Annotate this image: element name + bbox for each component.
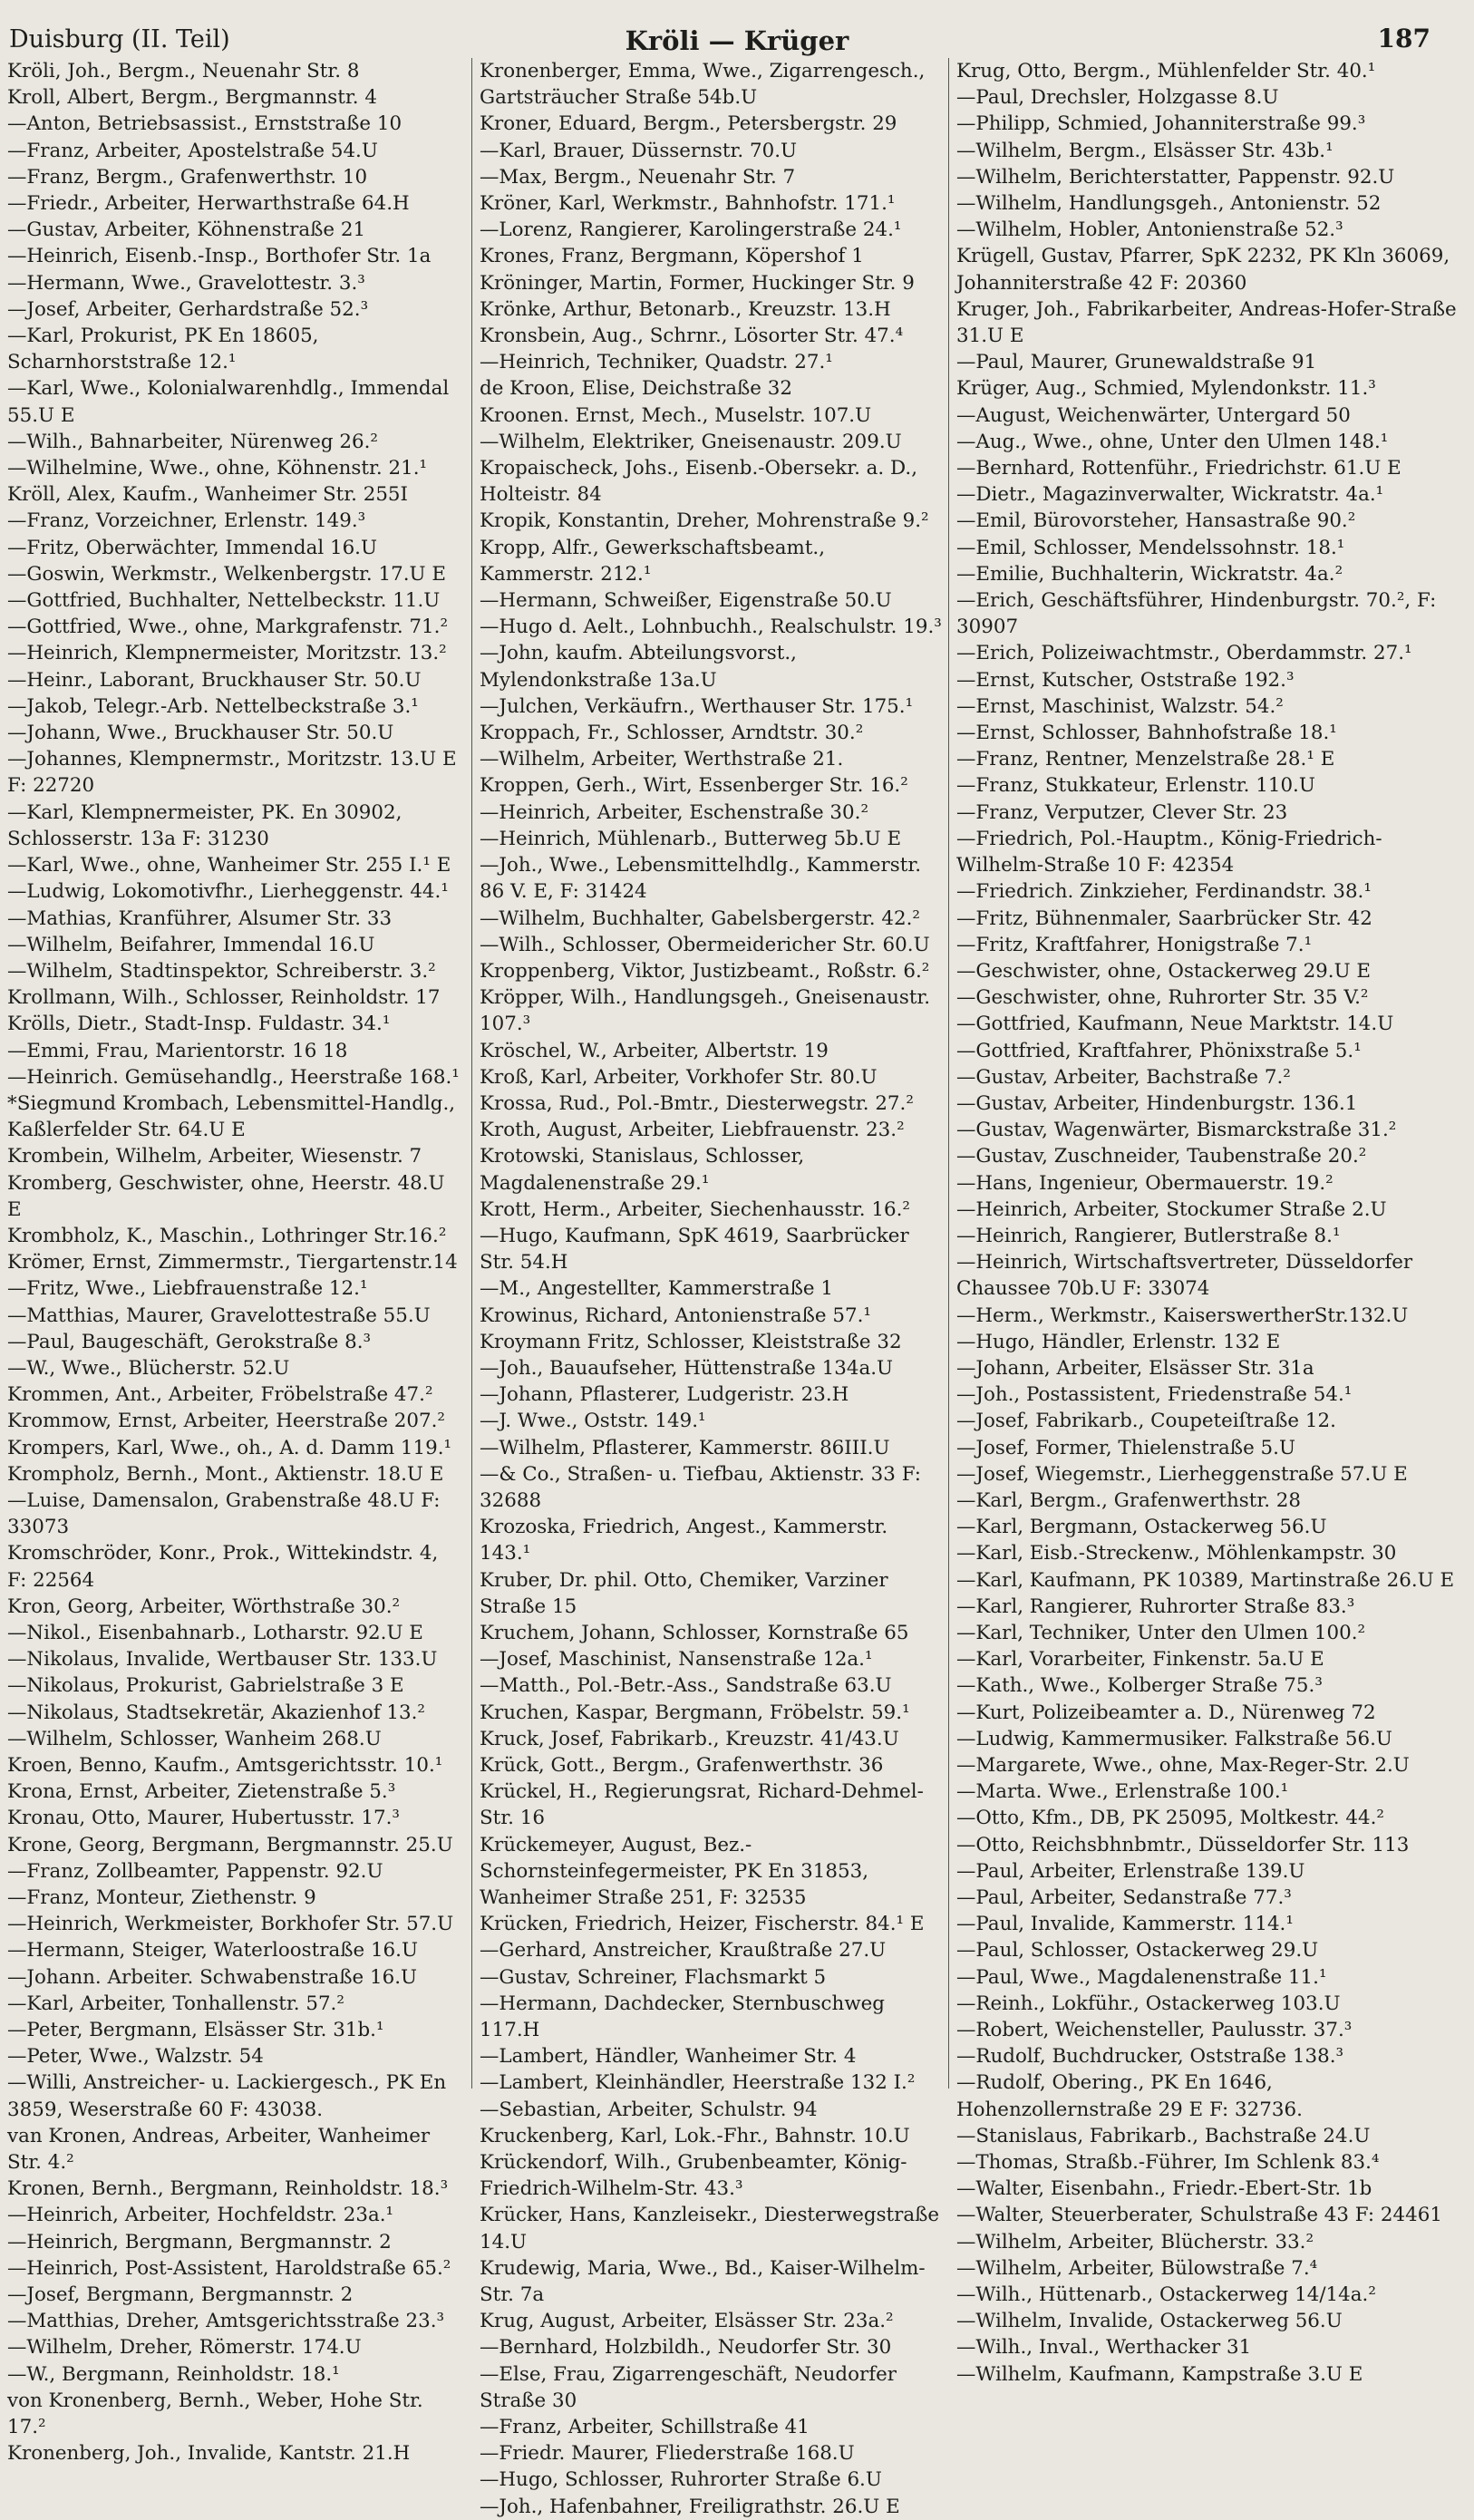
- directory-entry: —Hans, Ingenieur, Obermauerstr. 19.²: [956, 1171, 1333, 1195]
- directory-entry: —Wilhelm, Beifahrer, Immendal 16.U: [7, 933, 375, 956]
- directory-entry: —Gustav, Arbeiter, Hindenburgstr. 136.1: [956, 1091, 1358, 1115]
- directory-entry: —Lambert, Händler, Wanheimer Str. 4: [480, 2045, 857, 2069]
- directory-entry: —Emil, Schlosser, Mendelssohnstr. 18.¹: [956, 536, 1345, 559]
- directory-entry: —Paul, Baugeschäft, Gerokstraße 8.³: [7, 1330, 372, 1353]
- directory-entry: Krückemeyer, August, Bez.-Schornsteinfegermeister, PK En 31853, Wanheimer Straße 251, F: 32535: [480, 1833, 868, 1910]
- directory-entry: —Joh., Postassistent, Friedenstraße 54.¹: [956, 1383, 1353, 1407]
- directory-entry: —M., Angestellter, Kammerstraße 1: [480, 1277, 834, 1301]
- directory-entry: —Else, Frau, Zigarrengeschäft, Neudorfer Straße 30: [480, 2362, 897, 2412]
- directory-entry: —Josef, Former, Thielenstraße 5.U: [956, 1436, 1295, 1459]
- directory-entry: van Kronen, Andreas, Arbeiter, Wanheimer Str. 4.²: [7, 2124, 431, 2175]
- directory-entry: —Herm., Werkmstr., KaiserswertherStr.132.U: [956, 1304, 1409, 1327]
- directory-entry: Kronau, Otto, Maurer, Hubertusstr. 17.³: [7, 1807, 400, 1830]
- directory-entry: —Josef, Maschinist, Nansenstraße 12a.¹: [480, 1648, 873, 1672]
- directory-entry: Kroppen, Gerh., Wirt, Essenberger Str. 16.²: [480, 774, 908, 798]
- directory-entry: —Karl, Kaufmann, PK 10389, Martinstraße 26.U E: [956, 1568, 1455, 1592]
- directory-entry: —Nikolaus, Prokurist, Gabrielstraße 3 E: [7, 1674, 404, 1698]
- directory-entry: Kronenberg, Joh., Invalide, Kantstr. 21.H: [7, 2442, 411, 2466]
- directory-entry: —Johannes, Klempnermstr., Moritzstr. 13.U E F: 22720: [7, 748, 457, 798]
- directory-entry: —Franz, Stukkateur, Erlenstr. 110.U: [956, 774, 1315, 798]
- directory-entry: —Erich, Geschäftsführer, Hindenburgstr. 70.², F: 30907: [956, 589, 1437, 639]
- directory-entry: —Friedr. Maurer, Fliederstraße 168.U: [480, 2442, 855, 2466]
- directory-entry: —Heinr., Laborant, Bruckhauser Str. 50.U: [7, 668, 422, 692]
- directory-entry: Kroß, Karl, Arbeiter, Vorkhofer Str. 80.U: [480, 1065, 878, 1089]
- directory-entry: —Wilhelm, Hobler, Antonienstraße 52.³: [956, 218, 1343, 242]
- directory-entry: —Kath., Wwe., Kolberger Straße 75.³: [956, 1674, 1323, 1698]
- directory-entry: —Gustav, Wagenwärter, Bismarckstraße 31.²: [956, 1119, 1397, 1142]
- directory-entry: —Heinrich, Bergmann, Bergmannstr. 2: [7, 2230, 392, 2253]
- directory-entry: —Friedr., Arbeiter, Herwarthstraße 64.H: [7, 192, 410, 216]
- directory-entry: Kromschröder, Konr., Prok., Wittekindstr. 4, F: 22564: [7, 1542, 439, 1592]
- directory-entry: Krona, Ernst, Arbeiter, Zietenstraße 5.³: [7, 1780, 396, 1804]
- directory-entry: —Matthias, Dreher, Amtsgerichtsstraße 23.³: [7, 2310, 445, 2333]
- directory-entry: —Heinrich, Arbeiter, Eschenstraße 30.²: [480, 800, 869, 824]
- directory-entry: —Heinrich, Arbeiter, Hochfeldstr. 23a.¹: [7, 2204, 394, 2227]
- directory-entry: —Heinrich, Eisenb.-Insp., Borthofer Str. 1a: [7, 245, 432, 268]
- directory-entry: —Paul, Invalide, Kammerstr. 114.¹: [956, 1913, 1294, 1936]
- directory-entry: —Wilh., Bahnarbeiter, Nürenweg 26.²: [7, 430, 378, 453]
- directory-entry: —Walter, Steuerberater, Schulstraße 43 F: 24461: [956, 2204, 1442, 2227]
- directory-entry: Krompers, Karl, Wwe., oh., A. d. Damm 119.¹: [7, 1436, 452, 1459]
- directory-entry: —Karl, Prokurist, PK En 18605, Scharnhorststraße 12.¹: [7, 325, 319, 374]
- directory-entry: —Paul, Maurer, Grunewaldstraße 91: [956, 351, 1317, 374]
- directory-entry: —Wilhelm, Kaufmann, Kampstraße 3.U E: [956, 2362, 1363, 2386]
- directory-entry: —Lambert, Kleinhändler, Heerstraße 132 I.²: [480, 2071, 916, 2095]
- directory-entry: —Wilhelm, Arbeiter, Blücherstr. 33.²: [956, 2230, 1314, 2253]
- directory-entry: —Erich, Polizeiwachtmstr., Oberdammstr. 27.¹: [956, 642, 1412, 665]
- directory-entry: —Hugo, Kaufmann, SpK 4619, Saarbrücker Str. 54.H: [480, 1224, 909, 1275]
- directory-entry: —Emmi, Frau, Marientorstr. 16 18: [7, 1039, 348, 1062]
- directory-entry: —Mathias, Kranführer, Alsumer Str. 33: [7, 906, 393, 930]
- directory-entry: Krotowski, Stanislaus, Schlosser, Magdalenenstraße 29.¹: [480, 1145, 805, 1195]
- directory-entry: —Peter, Bergmann, Elsässer Str. 31b.¹: [7, 2019, 384, 2042]
- directory-entry: Kropik, Konstantin, Dreher, Mohrenstraße 9.²: [480, 509, 929, 533]
- directory-entry: —August, Weichenwärter, Untergard 50: [956, 403, 1351, 427]
- directory-entry: —Karl, Vorarbeiter, Finkenstr. 5a.U E: [956, 1648, 1324, 1672]
- directory-entry: —Karl, Wwe., ohne, Wanheimer Str. 255 I.¹ E: [7, 854, 451, 877]
- directory-entry: —Wilhelm, Berichterstatter, Pappenstr. 92.U: [956, 165, 1395, 189]
- directory-entry: —Gustav, Arbeiter, Bachstraße 7.²: [956, 1065, 1291, 1089]
- directory-entry: —Hugo d. Aelt., Lohnbuchh., Realschulstr. 19.³: [480, 615, 942, 639]
- directory-entry: —Bernhard, Holzbildh., Neudorfer Str. 30: [480, 2336, 892, 2360]
- directory-entry: —Paul, Arbeiter, Erlenstraße 139.U: [956, 1859, 1305, 1883]
- directory-entry: Kröner, Karl, Werkmstr., Bahnhofstr. 171.¹: [480, 192, 896, 216]
- directory-entry: Krudewig, Maria, Wwe., Bd., Kaiser-Wilhelm-Str. 7a: [480, 2256, 926, 2307]
- directory-entry: —Jakob, Telegr.-Arb. Nettelbeckstraße 3.¹: [7, 694, 419, 718]
- directory-entry: —Ludwig, Lokomotivfhr., Lierheggenstr. 44.¹: [7, 880, 449, 904]
- directory-entry: —Nikol., Eisenbahnarb., Lotharstr. 92.U E: [7, 1621, 423, 1644]
- directory-entry: —Hugo, Händler, Erlenstr. 132 E: [956, 1330, 1281, 1353]
- directory-entry: —Gustav, Zuschneider, Taubenstraße 20.²: [956, 1145, 1367, 1168]
- directory-entry: —Karl, Eisb.-Streckenw., Möhlenkampstr. 30: [956, 1542, 1397, 1565]
- directory-entry: —Wilh., Hüttenarb., Ostackerweg 14/14a.²: [956, 2283, 1376, 2307]
- directory-entry: —Fritz, Wwe., Liebfrauenstraße 12.¹: [7, 1277, 368, 1301]
- directory-entry: —Friedrich, Pol.-Hauptm., König-Friedrich-Wilhelm-Straße 10 F: 42354: [956, 827, 1382, 877]
- directory-entry: Kruckenberg, Karl, Lok.-Fhr., Bahnstr. 10.U: [480, 2124, 910, 2147]
- directory-entry: Krug, August, Arbeiter, Elsässer Str. 23a.²: [480, 2310, 894, 2333]
- directory-entry: —Aug., Wwe., ohne, Unter den Ulmen 148.¹: [956, 430, 1389, 453]
- directory-entry: Krossa, Rud., Pol.-Bmtr., Diesterwegstr. 27.²: [480, 1091, 914, 1115]
- directory-entry: Krone, Georg, Bergmann, Bergmannstr. 25.U: [7, 1833, 453, 1856]
- directory-entry: —Heinrich, Rangierer, Butlerstraße 8.¹: [956, 1224, 1341, 1247]
- directory-entry: —Robert, Weichensteller, Paulusstr. 37.³: [956, 2019, 1353, 2042]
- directory-entry: —W., Bergmann, Reinholdstr. 18.¹: [7, 2362, 340, 2386]
- directory-entry: —Franz, Vorzeichner, Erlenstr. 149.³: [7, 509, 366, 533]
- directory-entry: —Hugo, Schlosser, Ruhrorter Straße 6.U: [480, 2468, 882, 2492]
- directory-entry: Krücken, Friedrich, Heizer, Fischerstr. 84.¹ E: [480, 1913, 925, 1936]
- directory-entry: Kruger, Joh., Fabrikarbeiter, Andreas-Hofer-Straße 31.U E: [956, 297, 1457, 348]
- directory-entry: —Fritz, Bühnenmaler, Saarbrücker Str. 42: [956, 906, 1372, 930]
- directory-entry: —Anton, Betriebsassist., Ernststraße 10: [7, 112, 402, 136]
- directory-entry: —Geschwister, ohne, Ruhrorter Str. 35 V.²: [956, 986, 1369, 1010]
- directory-entry: —Rudolf, Obering., PK En 1646, Hohenzollernstraße 29 E F: 32736.: [956, 2071, 1303, 2121]
- directory-entry: Kröpper, Wilh., Handlungsgeh., Gneisenaustr. 107.³: [480, 986, 931, 1036]
- column-3: [948, 58, 1464, 2386]
- directory-entry: Kromberg, Geschwister, ohne, Heerstr. 48.U E: [7, 1171, 445, 1221]
- directory-entry: —Hermann, Schweißer, Eigenstraße 50.U: [480, 589, 892, 613]
- directory-entry: Kruber, Dr. phil. Otto, Chemiker, Varziner Straße 15: [480, 1568, 888, 1618]
- directory-entry: —Joh., Bauaufseher, Hüttenstraße 134a.U: [480, 1356, 894, 1380]
- directory-entry: —Geschwister, ohne, Ostackerweg 29.U E: [956, 959, 1372, 983]
- directory-entry: —J. Wwe., Oststr. 149.¹: [480, 1410, 706, 1433]
- directory-entry: Krott, Herm., Arbeiter, Siechenhausstr. 16.²: [480, 1197, 910, 1221]
- directory-entry: —Nikolaus, Invalide, Wertbauser Str. 133.U: [7, 1648, 438, 1672]
- directory-entry: Kropp, Alfr., Gewerkschaftsbeamt., Kammerstr. 212.¹: [480, 536, 826, 586]
- directory-entry: Kroth, August, Arbeiter, Liebfrauenstr. 23.²: [480, 1119, 905, 1142]
- directory-entry: —Wilhelm, Pflasterer, Kammerstr. 86III.U: [480, 1436, 890, 1459]
- directory-entry: —Lorenz, Rangierer, Karolingerstraße 24.¹: [480, 218, 902, 242]
- directory-entry: Krompholz, Bernh., Mont., Aktienstr. 18.U E: [7, 1462, 444, 1486]
- directory-entry: Kruck, Josef, Fabrikarb., Kreuzstr. 41/43.U: [480, 1727, 899, 1750]
- directory-entry: —Karl, Bergmann, Ostackerweg 56.U: [956, 1516, 1327, 1539]
- directory-entry: Kroner, Eduard, Bergm., Petersbergstr. 29: [480, 112, 897, 136]
- directory-entry: —Karl, Arbeiter, Tonhallenstr. 57.²: [7, 1992, 344, 2015]
- page-header: [0, 20, 1474, 56]
- directory-entry: —Gerhard, Anstreicher, Kraußtraße 27.U: [480, 1939, 887, 1963]
- directory-entry: —Gustav, Schreiner, Flachsmarkt 5: [480, 1965, 827, 1989]
- directory-entry: —Max, Bergm., Neuenahr Str. 7: [480, 165, 796, 189]
- header-city-part: Duisburg (II. Teil): [9, 25, 230, 53]
- directory-entry: —Willi, Anstreicher- u. Lackiergesch., PK En 3859, Weserstraße 60 F: 43038.: [7, 2071, 447, 2121]
- directory-entry: —Joh., Wwe., Lebensmittelhdlg., Kammerstr. 86 V. E, F: 31424: [480, 854, 921, 904]
- directory-entry: Krücker, Hans, Kanzleisekr., Diesterwegstraße 14.U: [480, 2204, 940, 2253]
- directory-entry: —Wilh., Inval., Werthacker 31: [956, 2336, 1252, 2360]
- directory-entry: —Johann, Wwe., Bruckhauser Str. 50.U: [7, 722, 394, 745]
- directory-entry: —Karl, Brauer, Düssernstr. 70.U: [480, 139, 798, 162]
- directory-entry: Krölls, Dietr., Stadt-Insp. Fuldastr. 34.¹: [7, 1013, 391, 1036]
- directory-entry: Krommow, Ernst, Arbeiter, Heerstraße 207.²: [7, 1410, 445, 1433]
- directory-entry: —Franz, Bergm., Grafenwerthstr. 10: [7, 165, 368, 189]
- directory-entry: Krückendorf, Wilh., Grubenbeamter, König-Friedrich-Wilhelm-Str. 43.³: [480, 2151, 907, 2201]
- directory-entry: von Kronenberg, Bernh., Weber, Hohe Str. 17.²: [7, 2389, 423, 2439]
- directory-entry: Krollmann, Wilh., Schlosser, Reinholdstr. 17: [7, 986, 441, 1010]
- directory-entry: —Johann, Pflasterer, Ludgeristr. 23.H: [480, 1383, 849, 1407]
- directory-entry: —Gottfried, Wwe., ohne, Markgrafenstr. 71.²: [7, 615, 449, 639]
- directory-entry: —W., Wwe., Blücherstr. 52.U: [7, 1356, 290, 1380]
- directory-entry: —Ernst, Kutscher, Oststraße 192.³: [956, 668, 1295, 692]
- directory-entry: —Wilh., Schlosser, Obermeidericher Str. 60.U: [480, 933, 930, 956]
- directory-entry: Krowinus, Richard, Antonienstraße 57.¹: [480, 1304, 871, 1327]
- directory-entry: —Heinrich, Klempnermeister, Moritzstr. 13.²: [7, 642, 447, 665]
- directory-entry: Krück, Gott., Bergm., Grafenwerthstr. 36: [480, 1754, 884, 1777]
- directory-entry: —Wilhelm, Elektriker, Gneisenaustr. 209.U: [480, 430, 902, 453]
- directory-entry: —Karl, Bergm., Grafenwerthstr. 28: [956, 1488, 1302, 1512]
- directory-entry: —Karl, Klempnermeister, PK. En 30902, Schlosserstr. 13a F: 31230: [7, 800, 402, 850]
- directory-entry: —Emil, Bürovorsteher, Hansastraße 90.²: [956, 509, 1356, 533]
- directory-entry: —Friedrich. Zinkzieher, Ferdinandstr. 38.¹: [956, 880, 1372, 904]
- directory-entry: —Luise, Damensalon, Grabenstraße 48.U F: 33073: [7, 1488, 441, 1539]
- directory-entry: —Gottfried, Kaufmann, Neue Marktstr. 14.U: [956, 1013, 1394, 1036]
- directory-entry: —Ernst, Schlosser, Bahnhofstraße 18.¹: [956, 722, 1337, 745]
- directory-entry: Kroppach, Fr., Schlosser, Arndtstr. 30.²: [480, 722, 864, 745]
- directory-entry: —& Co., Straßen- u. Tiefbau, Aktienstr. 33 F: 32688: [480, 1462, 921, 1512]
- directory-entry: —Matthias, Maurer, Gravelottestraße 55.U: [7, 1304, 431, 1327]
- directory-entry: —Joh., Hafenbahner, Freiligrathstr. 26.U E: [480, 2495, 900, 2518]
- directory-entry: —Stanislaus, Fabrikarb., Bachstraße 24.U: [956, 2124, 1371, 2147]
- directory-entry: —Franz, Verputzer, Clever Str. 23: [956, 800, 1288, 824]
- directory-entry: —Karl, Techniker, Unter den Ulmen 100.²: [956, 1621, 1366, 1644]
- directory-entry: Krombholz, K., Maschin., Lothringer Str.16.²: [7, 1224, 447, 1247]
- directory-entry: —Ludwig, Kammermusiker. Falkstraße 56.U: [956, 1727, 1392, 1750]
- directory-entry: —Paul, Schlosser, Ostackerweg 29.U: [956, 1939, 1319, 1963]
- directory-entry: —Franz, Arbeiter, Apostelstraße 54.U: [7, 139, 378, 162]
- directory-entry: —Wilhelm, Dreher, Römerstr. 174.U: [7, 2336, 362, 2360]
- directory-entry: —Ernst, Maschinist, Walzstr. 54.²: [956, 694, 1284, 718]
- column-2: [471, 58, 942, 2518]
- directory-entry: —Heinrich, Arbeiter, Stockumer Straße 2.U: [956, 1197, 1387, 1221]
- directory-entry: —Heinrich. Gemüsehandlg., Heerstraße 168.¹: [7, 1065, 460, 1089]
- directory-entry: Kröschel, W., Arbeiter, Albertstr. 19: [480, 1039, 829, 1062]
- directory-entry: Kröninger, Martin, Former, Huckinger Str. 9: [480, 271, 915, 295]
- directory-entry: Krones, Franz, Bergmann, Köpershof 1: [480, 245, 864, 268]
- directory-entry: Krückel, H., Regierungsrat, Richard-Dehmel-Str. 16: [480, 1780, 924, 1830]
- directory-entry: Krozoska, Friedrich, Angest., Kammerstr. 143.¹: [480, 1516, 888, 1565]
- directory-entry: —Philipp, Schmied, Johanniterstraße 99.³: [956, 112, 1366, 136]
- directory-entry: —Paul, Wwe., Magdalenenstraße 11.¹: [956, 1965, 1327, 1989]
- directory-entry: Kroonen. Ernst, Mech., Muselstr. 107.U: [480, 403, 872, 427]
- directory-entry: —Josef, Bergmann, Bergmannstr. 2: [7, 2283, 354, 2307]
- directory-entry: —Franz, Zollbeamter, Pappenstr. 92.U: [7, 1859, 383, 1883]
- directory-entry: —Wilhelm, Arbeiter, Werthstraße 21.: [480, 748, 844, 771]
- directory-entry: —Gottfried, Buchhalter, Nettelbeckstr. 11.U: [7, 589, 441, 613]
- directory-entry: Kroppenberg, Viktor, Justizbeamt., Roßstr. 6.²: [480, 959, 930, 983]
- directory-entry: —Heinrich, Werkmeister, Borkhofer Str. 57.U: [7, 1913, 454, 1936]
- directory-entry: —Josef, Arbeiter, Gerhardstraße 52.³: [7, 297, 369, 321]
- directory-entry: —Wilhelm, Arbeiter, Bülowstraße 7.⁴: [956, 2256, 1318, 2280]
- directory-entry: —Sebastian, Arbeiter, Schulstr. 94: [480, 2098, 818, 2121]
- directory-entry: —Karl, Wwe., Kolonialwarenhdlg., Immendal 55.U E: [7, 377, 450, 427]
- directory-entry: —Rudolf, Buchdrucker, Oststraße 138.³: [956, 2045, 1344, 2069]
- directory-entry: —Wilhelm, Buchhalter, Gabelsbergerstr. 42.²: [480, 906, 920, 930]
- directory-entry: —Wilhelm, Bergm., Elsässer Str. 43b.¹: [956, 139, 1333, 162]
- directory-entry: —Matth., Pol.-Betr.-Ass., Sandstraße 63.U: [480, 1674, 892, 1698]
- directory-entry: Kroen, Benno, Kaufm., Amtsgerichtsstr. 10.¹: [7, 1754, 443, 1777]
- directory-entry: —Otto, Kfm., DB, PK 25095, Moltkestr. 44.²: [956, 1807, 1384, 1830]
- directory-entry: —Wilhelmine, Wwe., ohne, Köhnenstr. 21.¹: [7, 457, 428, 480]
- directory-entry: —Hermann, Steiger, Waterloostraße 16.U: [7, 1939, 418, 1963]
- columns-area: [0, 58, 1474, 2518]
- directory-entry: —Emilie, Buchhalterin, Wickratstr. 4a.²: [956, 562, 1343, 586]
- directory-entry: —Wilhelm, Stadtinspektor, Schreiberstr. 3.²: [7, 959, 436, 983]
- directory-entry: Krönke, Arthur, Betonarb., Kreuzstr. 13.H: [480, 297, 891, 321]
- directory-entry: —Johann, Arbeiter, Elsässer Str. 31a: [956, 1356, 1314, 1380]
- directory-entry: Kruchem, Johann, Schlosser, Kornstraße 65: [480, 1621, 909, 1644]
- directory-entry: —Peter, Wwe., Walzstr. 54: [7, 2045, 264, 2069]
- directory-entry: —Franz, Monteur, Ziethenstr. 9: [7, 1886, 316, 1910]
- directory-entry: Krüger, Aug., Schmied, Mylendonkstr. 11.³: [956, 377, 1376, 401]
- directory-entry: —Heinrich, Techniker, Quadstr. 27.¹: [480, 351, 833, 374]
- directory-entry: —Otto, Reichsbhnbmtr., Düsseldorfer Str. 113: [956, 1833, 1410, 1856]
- directory-entry: —Fritz, Oberwächter, Immendal 16.U: [7, 536, 378, 559]
- directory-entry: —Wilhelm, Schlosser, Wanheim 268.U: [7, 1727, 382, 1750]
- directory-entry: Kruchen, Kaspar, Bergmann, Fröbelstr. 59.¹: [480, 1701, 910, 1724]
- directory-entry: Kroll, Albert, Bergm., Bergmannstr. 4: [7, 86, 377, 110]
- directory-entry: —Reinh., Lokführ., Ostackerweg 103.U: [956, 1992, 1341, 2015]
- directory-entry: —Hermann, Dachdecker, Sternbuschweg 117.H: [480, 1992, 885, 2042]
- directory-entry: —Goswin, Werkmstr., Welkenbergstr. 17.U E: [7, 562, 446, 586]
- directory-entry: *Siegmund Krombach, Lebensmittel-Handlg., Kaßlerfelder Str. 64.U E: [7, 1091, 456, 1142]
- directory-entry: —Gustav, Arbeiter, Köhnenstraße 21: [7, 218, 366, 242]
- directory-entry: —Hermann, Wwe., Gravelottestr. 3.³: [7, 271, 365, 295]
- directory-entry: —Julchen, Verkäufrn., Werthauser Str. 175.¹: [480, 694, 914, 718]
- directory-entry: de Kroon, Elise, Deichstraße 32: [480, 377, 792, 401]
- directory-entry: Kroymann Fritz, Schlosser, Kleiststraße 32: [480, 1330, 902, 1353]
- directory-entry: —Johann. Arbeiter. Schwabenstraße 16.U: [7, 1965, 418, 1989]
- directory-entry: —Wilhelm, Invalide, Ostackerweg 56.U: [956, 2310, 1343, 2333]
- directory-entry: —Franz, Rentner, Menzelstraße 28.¹ E: [956, 748, 1335, 771]
- directory-entry: —Heinrich, Post-Assistent, Haroldstraße 65.²: [7, 2256, 451, 2280]
- column-1: [7, 58, 461, 2466]
- directory-entry: Kröli, Joh., Bergm., Neuenahr Str. 8: [7, 60, 360, 82]
- directory-entry: —Wilhelm, Handlungsgeh., Antonienstr. 52: [956, 192, 1382, 216]
- directory-entry: —Heinrich, Wirtschaftsvertreter, Düsseldorfer Chaussee 70b.U F: 33074: [956, 1251, 1413, 1301]
- directory-entry: Kronsbein, Aug., Schrnr., Lösorter Str. 47.⁴: [480, 325, 904, 348]
- page-number: 187: [1377, 24, 1430, 53]
- directory-entry: Krömer, Ernst, Zimmermstr., Tiergartenstr.14: [7, 1251, 458, 1275]
- directory-entry: —Thomas, Straßb.-Führer, Im Schlenk 83.⁴: [956, 2151, 1380, 2175]
- directory-entry: —Paul, Drechsler, Holzgasse 8.U: [956, 86, 1279, 110]
- directory-entry: —Josef, Wiegemstr., Lierheggenstraße 57.U E: [956, 1462, 1408, 1486]
- directory-entry: Kröll, Alex, Kaufm., Wanheimer Str. 255I: [7, 483, 408, 507]
- directory-entry: Kronenberger, Emma, Wwe., Zigarrengesch., Gartsträucher Straße 54b.U: [480, 60, 926, 110]
- directory-entry: —Paul, Arbeiter, Sedanstraße 77.³: [956, 1886, 1292, 1910]
- directory-entry: —Fritz, Kraftfahrer, Honigstraße 7.¹: [956, 933, 1313, 956]
- directory-entry: Kronen, Bernh., Bergmann, Reinholdstr. 18.³: [7, 2177, 449, 2201]
- directory-entry: —Margarete, Wwe., ohne, Max-Reger-Str. 2.U: [956, 1754, 1410, 1777]
- directory-entry: —Bernhard, Rottenführ., Friedrichstr. 61.U E: [956, 457, 1401, 480]
- directory-entry: Krommen, Ant., Arbeiter, Fröbelstraße 47.²: [7, 1383, 433, 1407]
- directory-entry: —Marta. Wwe., Erlenstraße 100.¹: [956, 1780, 1289, 1804]
- directory-entry: —Franz, Arbeiter, Schillstraße 41: [480, 2416, 810, 2439]
- header-name-range: Kröli — Krüger: [625, 25, 849, 56]
- directory-entry: —John, kaufm. Abteilungsvorst., Mylendonkstraße 13a.U: [480, 642, 797, 692]
- directory-entry: —Heinrich, Mühlenarb., Butterweg 5b.U E: [480, 827, 902, 850]
- directory-entry: Krügell, Gustav, Pfarrer, SpK 2232, PK Kln 36069, Johanniterstraße 42 F: 20360: [956, 245, 1450, 295]
- directory-entry: Kron, Georg, Arbeiter, Wörthstraße 30.²: [7, 1594, 401, 1618]
- directory-entry: —Nikolaus, Stadtsekretär, Akazienhof 13.²: [7, 1701, 426, 1724]
- directory-entry: —Dietr., Magazinverwalter, Wickratstr. 4a.¹: [956, 483, 1384, 507]
- directory-entry: —Kurt, Polizeibeamter a. D., Nürenweg 72: [956, 1701, 1376, 1724]
- directory-entry: —Walter, Eisenbahn., Friedr.-Ebert-Str. 1b: [956, 2177, 1372, 2201]
- directory-entry: Krombein, Wilhelm, Arbeiter, Wiesenstr. 7: [7, 1145, 422, 1168]
- directory-entry: —Gottfried, Kraftfahrer, Phönixstraße 5.¹: [956, 1039, 1362, 1062]
- directory-entry: Kropaischeck, Johs., Eisenb.-Obersekr. a. D., Holteistr. 84: [480, 457, 918, 507]
- directory-entry: Krug, Otto, Bergm., Mühlenfelder Str. 40.¹: [956, 60, 1376, 82]
- directory-entry: —Karl, Rangierer, Ruhrorter Straße 83.³: [956, 1594, 1355, 1618]
- directory-entry: —Josef, Fabrikarb., Coupeteiſtraße 12.: [956, 1410, 1336, 1433]
